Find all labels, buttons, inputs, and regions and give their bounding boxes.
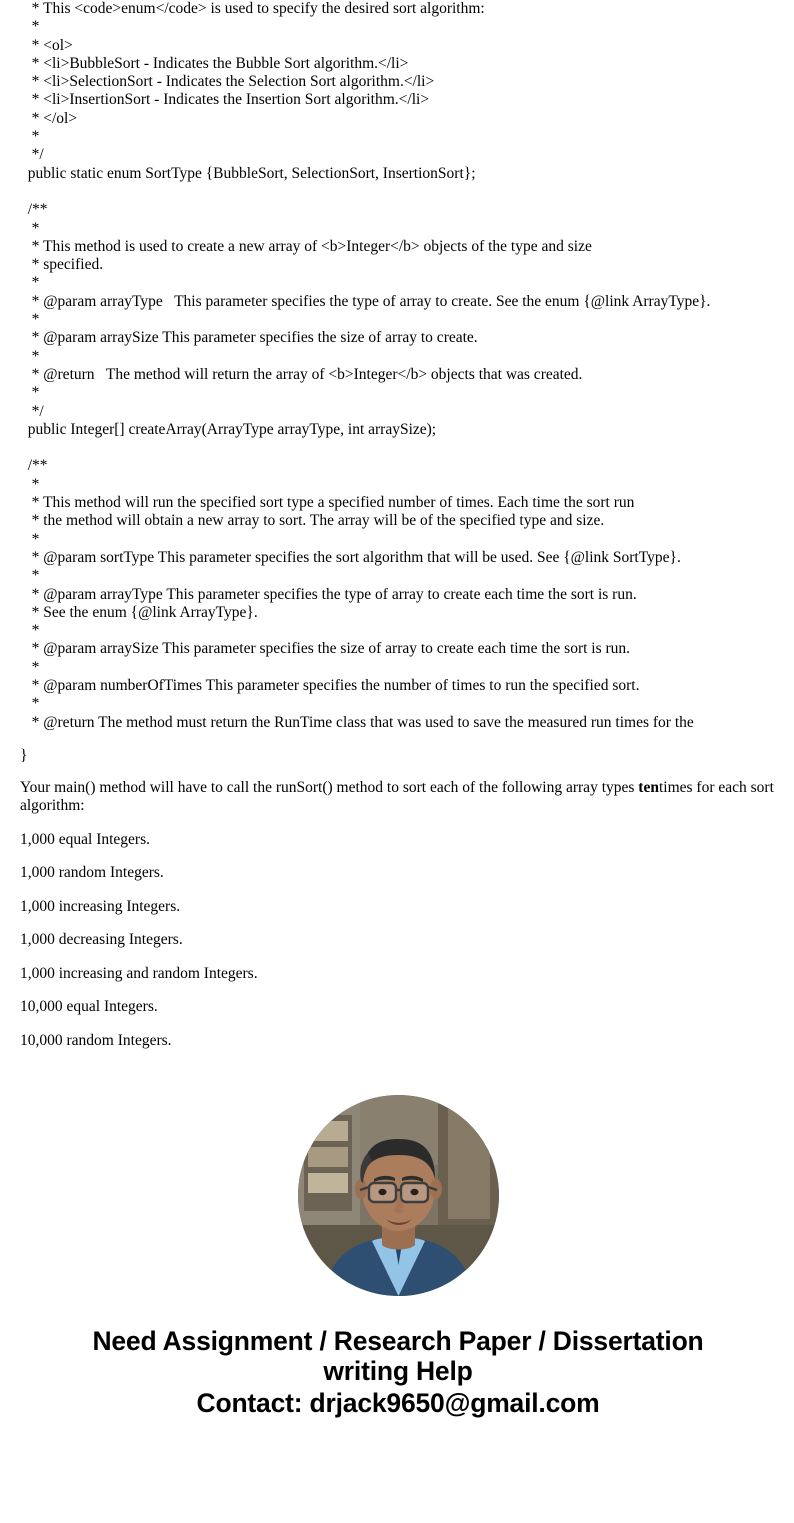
code-line: * @param arrayType This parameter specifies the type of array to create each time the sort is run.	[20, 585, 637, 603]
portrait-container	[20, 1095, 776, 1296]
code-line: * </ol>	[20, 109, 78, 127]
code-line: * @param arraySize This parameter specifies the size of array to create each time the sort is run.	[20, 640, 631, 658]
code-line: * specified.	[20, 256, 104, 274]
code-line: * This <code>enum</code> is used to specify the desired sort algorithm:	[20, 0, 485, 17]
code-line: * <li>SelectionSort - Indicates the Selection Sort algorithm.</li>	[20, 73, 435, 91]
code-line: * @param numberOfTimes This parameter specifies the number of times to run the specified sort.	[20, 676, 640, 694]
list-item: 1,000 random Integers.	[20, 864, 164, 882]
footer-contact: Contact: drjack9650@gmail.com	[196, 1388, 600, 1419]
code-line: *	[20, 128, 40, 146]
list-item: 10,000 equal Integers.	[20, 998, 158, 1016]
avatar	[298, 1095, 499, 1296]
code-line: *	[20, 347, 40, 365]
code-line: *	[20, 567, 40, 585]
code-line: * See the enum {@link ArrayType}.	[20, 603, 258, 621]
code-line: *	[20, 311, 40, 329]
code-line: * <li>InsertionSort - Indicates the Insertion Sort algorithm.</li>	[20, 91, 430, 109]
closing-brace: }	[20, 746, 28, 764]
list-item: 1,000 decreasing Integers.	[20, 931, 183, 949]
code-line: *	[20, 530, 40, 548]
code-line: * @param arraySize This parameter specifies the size of array to create.	[20, 329, 478, 347]
instruction-text-after: times for each sort algorithm:	[20, 778, 774, 815]
code-line: * @return The method must return the RunTime class that was used to save the measured run times for the	[20, 713, 694, 731]
code-line: */	[20, 402, 44, 420]
list-item: 1,000 equal Integers.	[20, 830, 150, 848]
code-line: *	[20, 475, 40, 493]
list-item: 1,000 increasing and random Integers.	[20, 964, 258, 982]
code-line: * This method is used to create a new array of <b>Integer</b> objects of the type and size	[20, 237, 592, 255]
code-line: *	[20, 384, 40, 402]
code-line: *	[20, 274, 40, 292]
code-line: * @param arrayType This parameter specifies the type of array to create. See the enum {@link ArrayType}.	[20, 292, 711, 310]
list-item: 1,000 increasing Integers.	[20, 897, 181, 915]
code-line: * @return The method will return the array of <b>Integer</b> objects that was created.	[20, 365, 583, 383]
code-line: *	[20, 219, 40, 237]
code-line: public Integer[] createArray(ArrayType arrayType, int arraySize);	[20, 420, 437, 438]
instruction-emphasis: ten	[638, 778, 659, 796]
list-item: 10,000 random Integers.	[20, 1031, 172, 1049]
code-line: /**	[20, 457, 48, 475]
code-line: *	[20, 18, 40, 36]
code-line: /**	[20, 201, 48, 219]
code-line: public static enum SortType {BubbleSort, SelectionSort, InsertionSort};	[20, 164, 476, 182]
code-line: * the method will obtain a new array to sort. The array will be of the specified type and size.	[20, 512, 605, 530]
footer-headline-line1: Need Assignment / Research Paper / Dissertation	[92, 1326, 704, 1357]
footer-banner	[20, 1326, 776, 1418]
code-line: *	[20, 622, 40, 640]
instruction-paragraph	[20, 779, 776, 816]
code-line: * @param sortType This parameter specifies the sort algorithm that will be used. See {@link SortType}.	[20, 548, 681, 566]
code-line: */	[20, 146, 44, 164]
code-line: * This method will run the specified sort type a specified number of times. Each time the sort run	[20, 494, 635, 512]
code-line: * <li>BubbleSort - Indicates the Bubble Sort algorithm.</li>	[20, 54, 409, 72]
code-line: *	[20, 658, 40, 676]
footer-headline-line2: writing Help	[323, 1356, 473, 1387]
code-line: *	[20, 695, 40, 713]
code-line: * <ol>	[20, 36, 73, 54]
instruction-text-before: Your main() method will have to call the runSort() method to sort each of the following array types	[20, 778, 639, 796]
java-interface-code	[20, 0, 776, 732]
